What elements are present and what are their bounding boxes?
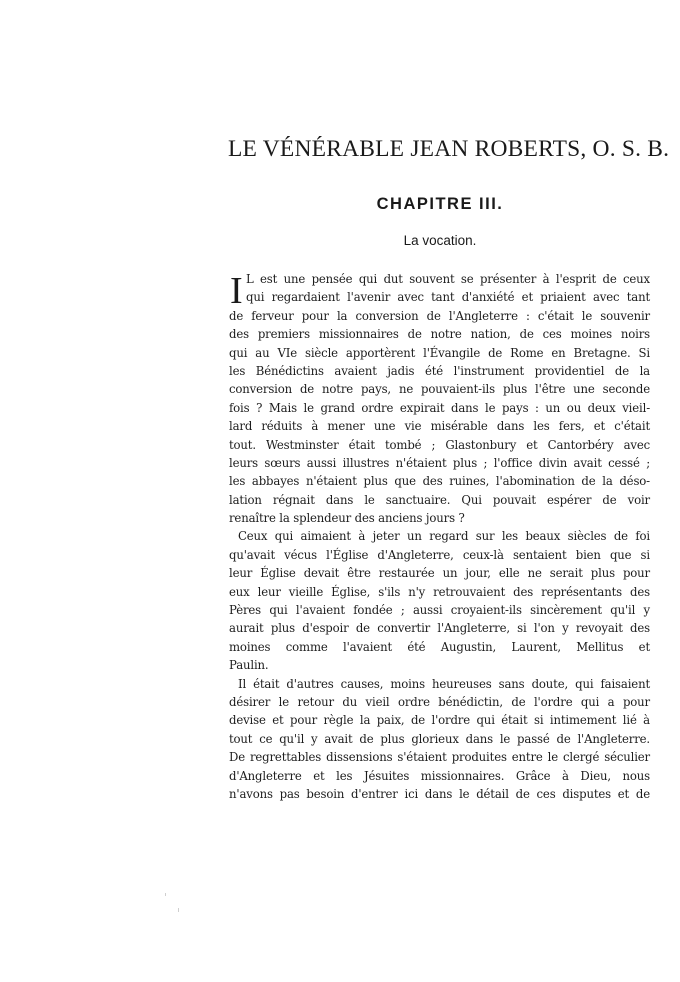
text-line: n'avons pas besoin d'entrer ici dans le détail de ces disputes et de (229, 786, 650, 801)
text-line: lard réduits à mener une vie misérable dans les fers, et c'était (229, 419, 650, 434)
text-line: Ceux qui aimaient à jeter un regard sur les beaux siècles de foi (238, 529, 650, 544)
text-line: moines comme l'avaient été Augustin, Laurent, Mellitus et (229, 639, 650, 654)
text-line: lation régnait dans le sanctuaire. Qui pouvait espérer de voir (229, 492, 650, 507)
text-line: qui regardaient l'avenir avec tant d'anxiété et priaient avec tant (246, 290, 650, 305)
text-line: eux leur vieille Église, s'ils n'y retrouvaient des représentants des (229, 584, 650, 599)
text-line: tout ce qu'il y avait de plus glorieux dans le passé de l'Angleterre. (229, 731, 650, 746)
body-text (229, 270, 650, 803)
text-line: de ferveur pour la conversion de l'Angleterre : c'était le souvenir (229, 308, 650, 323)
text-line: des premiers missionnaires de notre nation, de ces moines noirs (229, 327, 650, 342)
text-line: L est une pensée qui dut souvent se présenter à l'esprit de ceux (246, 272, 650, 286)
text-line: Paulin. (229, 658, 269, 673)
text-line: Il était d'autres causes, moins heureuses sans doute, qui faisaient (238, 676, 650, 691)
text-line: conversion de notre pays, ne pouvaient-ils plus l'être une seconde (229, 382, 650, 397)
text-line: tout. Westminster était tombé ; Glastonbury et Cantorbéry avec (229, 437, 650, 452)
text-line: les Bénédictins avaient jadis été l'instrument providentiel de la (229, 363, 650, 378)
text-line: qui au VIe siècle apportèrent l'Évangile de Rome en Bretagne. Si (229, 345, 650, 360)
text-line: devise et pour règle la paix, de l'ordre qui était si intimement lié à (229, 713, 650, 728)
text-line: qu'avait vécus l'Église d'Angleterre, ceux-là sentaient bien que si (229, 547, 650, 562)
text-line: désirer le retour du vieil ordre bénédictin, de l'ordre qui a pour (229, 694, 650, 709)
text-line: Pères qui l'avaient fondée ; aussi croyaient-ils sincèrement qu'il y (229, 603, 650, 618)
page-title: LE VÉNÉRABLE JEAN ROBERTS, O. S. B. (228, 136, 670, 162)
drop-cap: I (230, 270, 243, 312)
text-line: leur Église devait être restaurée un jour, elle ne serait plus pour (229, 566, 650, 581)
text-line: aurait plus d'espoir de convertir l'Angleterre, si l'on y revoyait des (229, 621, 650, 636)
text-line: les abbayes n'étaient plus que des ruines, l'abomination de la déso- (229, 474, 650, 489)
text-line: fois ? Mais le grand ordre expirait dans le pays : un ou deux vieil- (229, 400, 650, 415)
text-line: leurs sœurs aussi illustres n'étaient plus ; l'office divin avait cessé ; (229, 455, 650, 470)
chapter-heading: CHAPITRE III. (376, 195, 504, 213)
text-line: d'Angleterre et les Jésuites missionnaires. Grâce à Dieu, nous (229, 768, 650, 783)
margin-speck (165, 893, 166, 896)
text-line: renaître la splendeur des anciens jours ? (229, 511, 465, 526)
chapter-subtitle: La vocation. (403, 233, 477, 248)
text-line: De regrettables dissensions s'étaient produites entre le clergé séculier (229, 750, 650, 765)
margin-speck (178, 908, 179, 912)
